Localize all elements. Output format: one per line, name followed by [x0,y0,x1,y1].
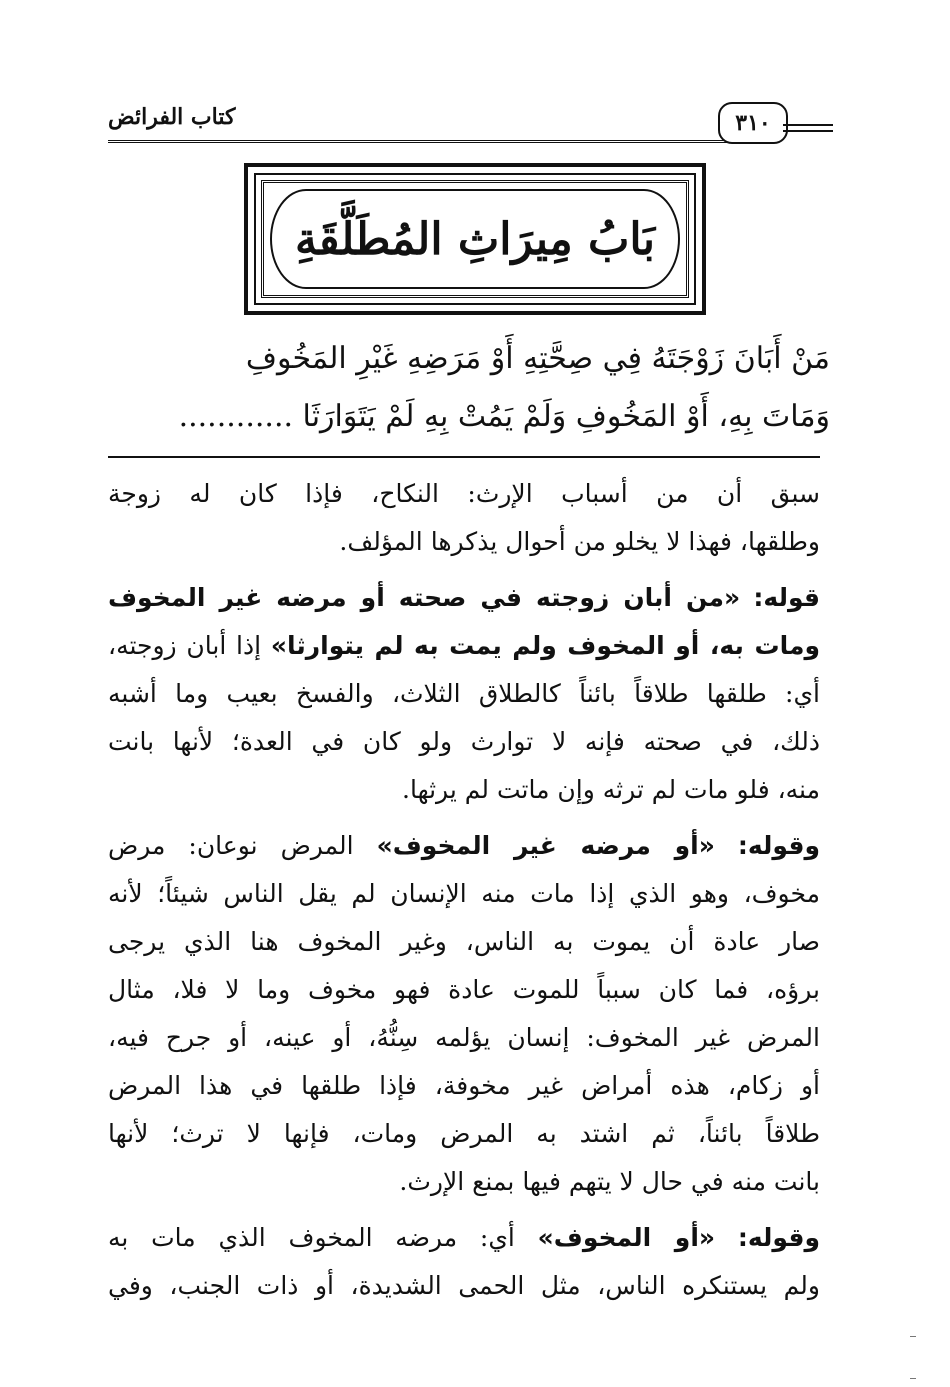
quoted-matn: «من أبان زوجته في صحته أو مرضه غير المخوف [108,583,741,612]
text-run: المرض نوعان: مرض [108,831,354,860]
text-run: إذا أبان زوجته، [108,631,262,660]
matn-line: مَنْ أَبَانَ زَوْجَتَهُ فِي صِحَّتِهِ أَوْ مَرَضِهِ غَيْرِ المَخُوفِ [245,341,830,376]
text-line: ذلك، في صحته فإنه لا توارث ولو كان في العدة؛ لأنها بانت [108,727,820,756]
paragraph-4 [108,1214,820,1310]
text-line: ولم يستنكره الناس، مثل الحمى الشديدة، أو ذات الجنب، وفي [108,1271,820,1300]
text-run: أي: مرضه المخوف الذي مات به [108,1223,515,1252]
scan-mark [910,1378,916,1379]
lead-word: قوله: [753,583,821,612]
text-line: أي: طلقها طلاقاً بائناً كالطلاق الثلاث، والفسخ بعيب وما أشبه [108,679,820,708]
text-line [108,822,820,870]
text-line: المرض غير المخوف: إنسان يؤلمه سِنُّهُ، أو عينه، أو جرح فيه، [108,1023,820,1052]
paragraph-3 [108,822,820,1206]
matn-text [108,330,830,446]
text-line [108,1214,820,1262]
page-number-box [718,102,788,144]
scan-mark [910,1336,916,1337]
book-title: كتاب الفرائض [108,104,236,130]
page-number: ٣١٠ [735,110,771,136]
quoted-matn: «أو مرضه غير المخوف» [376,831,715,860]
chapter-title: بَابُ مِيرَاثِ المُطَلَّقَةِ [294,213,656,265]
header-rule [108,140,728,143]
lead-word: وقوله: [737,831,821,860]
lead-word: وقوله: [737,1223,820,1252]
text-line: منه، فلو مات لم ترثه وإن ماتت لم يرثها. [402,775,820,804]
text-line: صار عادة أن يموت به الناس، وغير المخوف هنا الذي يرجى [108,927,820,956]
text-line: مخوف، وهو الذي إذا مات منه الإنسان لم يقل الناس شيئاً؛ لأنه [108,879,820,908]
commentary [108,470,820,1318]
header-rule-right-top [783,124,833,126]
paragraph-2 [108,574,820,814]
running-header [108,96,830,146]
matn-separator-rule [108,456,820,458]
text-line: وطلقها، فهذا لا يخلو من أحوال يذكرها المؤلف. [339,527,820,556]
text-line [108,622,820,670]
chapter-title-frame [244,163,706,315]
frame-cartouche [270,189,680,289]
text-line [108,574,820,622]
text-line: سبق أن من أسباب الإرث: النكاح، فإذا كان له زوجة [108,479,820,508]
paragraph-1 [108,470,820,566]
text-line: أو زكام، هذه أمراض غير مخوفة، فإذا طلقها في هذا المرض [108,1071,820,1100]
text-line: بانت منه في حال لا يتهم فيها بمنع الإرث. [399,1167,820,1196]
text-line: برؤه، فما كان سبباً للموت عادة فهو مخوف وما لا فلا، مثال [108,975,820,1004]
quoted-matn: «أو المخوف» [537,1223,716,1252]
quoted-matn: ومات به، أو المخوف ولم يمت به لم يتوارثا» [270,631,820,660]
text-line: طلاقاً بائناً، ثم اشتد به المرض ومات، فإنها لا ترث؛ لأنها [108,1119,820,1148]
header-rule-right-bottom [783,130,833,132]
matn-line: وَمَاتَ بِهِ، أَوْ المَخُوفِ وَلَمْ يَمُتْ بِهِ لَمْ يَتَوَارَثَا ............ [178,399,830,434]
